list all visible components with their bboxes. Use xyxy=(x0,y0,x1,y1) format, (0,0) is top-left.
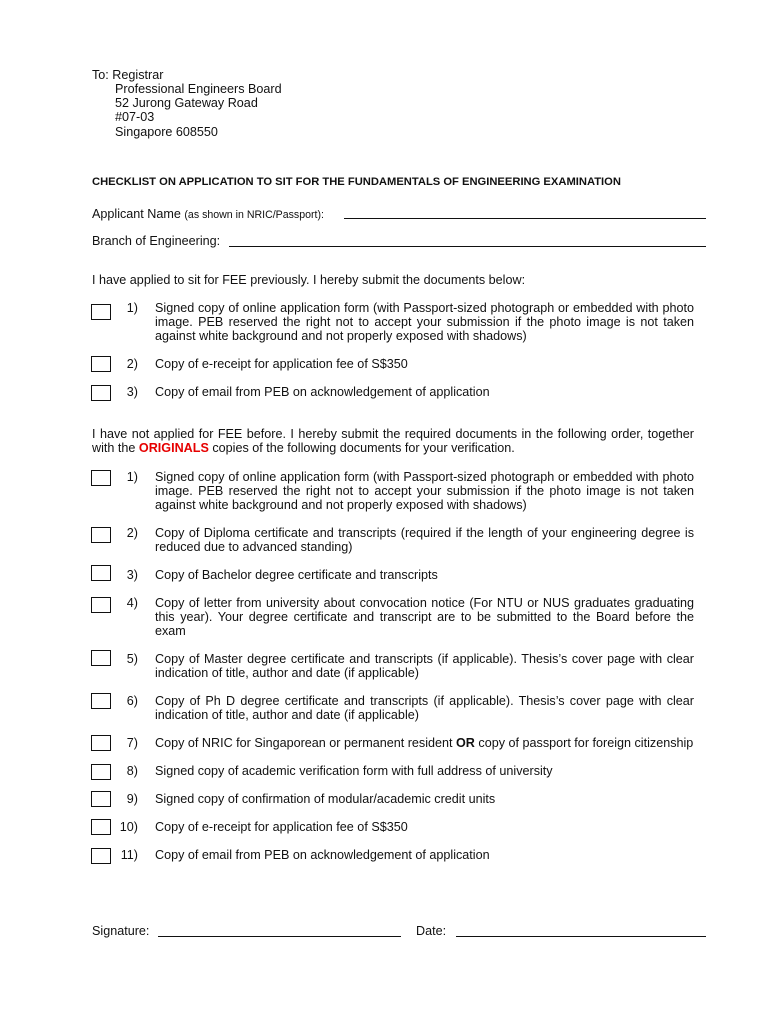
item-text: Copy of Ph D degree certificate and transcripts (if applicable). Thesis’s cover page with clear indication of title, author and date (if applicable) xyxy=(155,694,694,722)
checkbox-s2-8[interactable] xyxy=(91,764,111,780)
item-number: 1) xyxy=(126,301,138,315)
checkbox-s2-2[interactable] xyxy=(91,527,111,543)
item-text: Signed copy of academic verification form with full address of university xyxy=(155,764,553,778)
address-to: To: Registrar xyxy=(92,68,164,82)
originals-emphasis: ORIGINALS xyxy=(138,441,209,455)
checkbox-s2-1[interactable] xyxy=(91,470,111,486)
applicant-label-note: (as shown in NRIC/Passport): xyxy=(184,209,324,221)
checkbox-s1-3[interactable] xyxy=(91,385,111,401)
item-text: Copy of Master degree certificate and transcripts (if applicable). Thesis’s cover page with clear indication of title, author and date (if applicable) xyxy=(155,652,694,680)
checkbox-s2-9[interactable] xyxy=(91,791,111,807)
checkbox-s1-1[interactable] xyxy=(91,304,111,320)
item-text: Signed copy of confirmation of modular/academic credit units xyxy=(155,792,496,806)
date-label: Date: xyxy=(416,924,447,938)
checkbox-s1-2[interactable] xyxy=(91,356,111,372)
section1-intro: I have applied to sit for FEE previously. I hereby submit the documents below: xyxy=(92,273,526,287)
item-text: Copy of email from PEB on acknowledgement of application xyxy=(155,385,490,399)
item-number: 3) xyxy=(126,385,138,399)
item-number: 2) xyxy=(126,526,138,540)
applicant-name-line[interactable] xyxy=(344,218,706,219)
item-number: 4) xyxy=(126,596,138,610)
signature-label: Signature: xyxy=(92,924,150,938)
date-line[interactable] xyxy=(456,936,706,937)
item-number: 10) xyxy=(119,820,138,834)
item-text xyxy=(155,736,694,750)
item-number: 3) xyxy=(126,568,138,582)
item-text-or: OR xyxy=(456,736,475,750)
checkbox-s2-3[interactable] xyxy=(91,565,111,581)
signature-line[interactable] xyxy=(158,936,401,937)
applicant-label-text: Applicant Name xyxy=(92,207,181,221)
item-number: 9) xyxy=(126,792,138,806)
checkbox-s2-11[interactable] xyxy=(91,848,111,864)
item-text: Copy of letter from university about convocation notice (For NTU or NUS graduates graduating this year). Your degree certificate and transcript are to be submitted to the Board before the exam xyxy=(155,596,694,638)
checkbox-s2-5[interactable] xyxy=(91,650,111,666)
item-text: Copy of Diploma certificate and transcripts (required if the length of your engineering degree is reduced due to advanced standing) xyxy=(155,526,694,554)
checkbox-s2-7[interactable] xyxy=(91,735,111,751)
address-city: Singapore 608550 xyxy=(115,125,218,139)
checkbox-s2-4[interactable] xyxy=(91,597,111,613)
item-number: 8) xyxy=(126,764,138,778)
branch-label: Branch of Engineering: xyxy=(92,234,221,248)
item-number: 2) xyxy=(126,357,138,371)
item-text: Copy of email from PEB on acknowledgement of application xyxy=(155,848,490,862)
item-number: 1) xyxy=(126,470,138,484)
item-text-a: Copy of NRIC for Singaporean or permanent resident xyxy=(155,736,453,750)
item-text: Copy of Bachelor degree certificate and transcripts xyxy=(155,568,438,582)
section2-intro-b: copies of the following documents for your verification. xyxy=(212,441,515,455)
item-text-b: copy of passport for foreign citizenship xyxy=(478,736,694,750)
section2-intro xyxy=(92,427,694,455)
item-number: 6) xyxy=(126,694,138,708)
item-text: Copy of e-receipt for application fee of S$350 xyxy=(155,357,408,371)
branch-line[interactable] xyxy=(229,246,706,247)
applicant-name-label xyxy=(92,207,324,222)
item-number: 7) xyxy=(126,736,138,750)
item-text: Copy of e-receipt for application fee of S$350 xyxy=(155,820,408,834)
item-text: Signed copy of online application form (with Passport-sized photograph or embedded with photo image. PEB reserved the right not to accept your submission if the photo image is not taken against white background and not properly exposed with shadows) xyxy=(155,301,694,343)
section2-intro-a: I have not applied for FEE before. I hereby submit the required documents in the following order, together with the xyxy=(92,427,694,455)
item-text: Signed copy of online application form (with Passport-sized photograph or embedded with photo image. PEB reserved the right not to accept your submission if the photo image is not taken against white background and not properly exposed with shadows) xyxy=(155,470,694,512)
item-number: 11) xyxy=(120,848,138,862)
checkbox-s2-6[interactable] xyxy=(91,693,111,709)
address-org: Professional Engineers Board xyxy=(115,82,282,96)
item-number: 5) xyxy=(126,652,138,666)
address-unit: #07-03 xyxy=(115,110,155,124)
address-street: 52 Jurong Gateway Road xyxy=(115,96,258,110)
document-title: CHECKLIST ON APPLICATION TO SIT FOR THE FUNDAMENTALS OF ENGINEERING EXAMINATION xyxy=(92,176,621,188)
checkbox-s2-10[interactable] xyxy=(91,819,111,835)
